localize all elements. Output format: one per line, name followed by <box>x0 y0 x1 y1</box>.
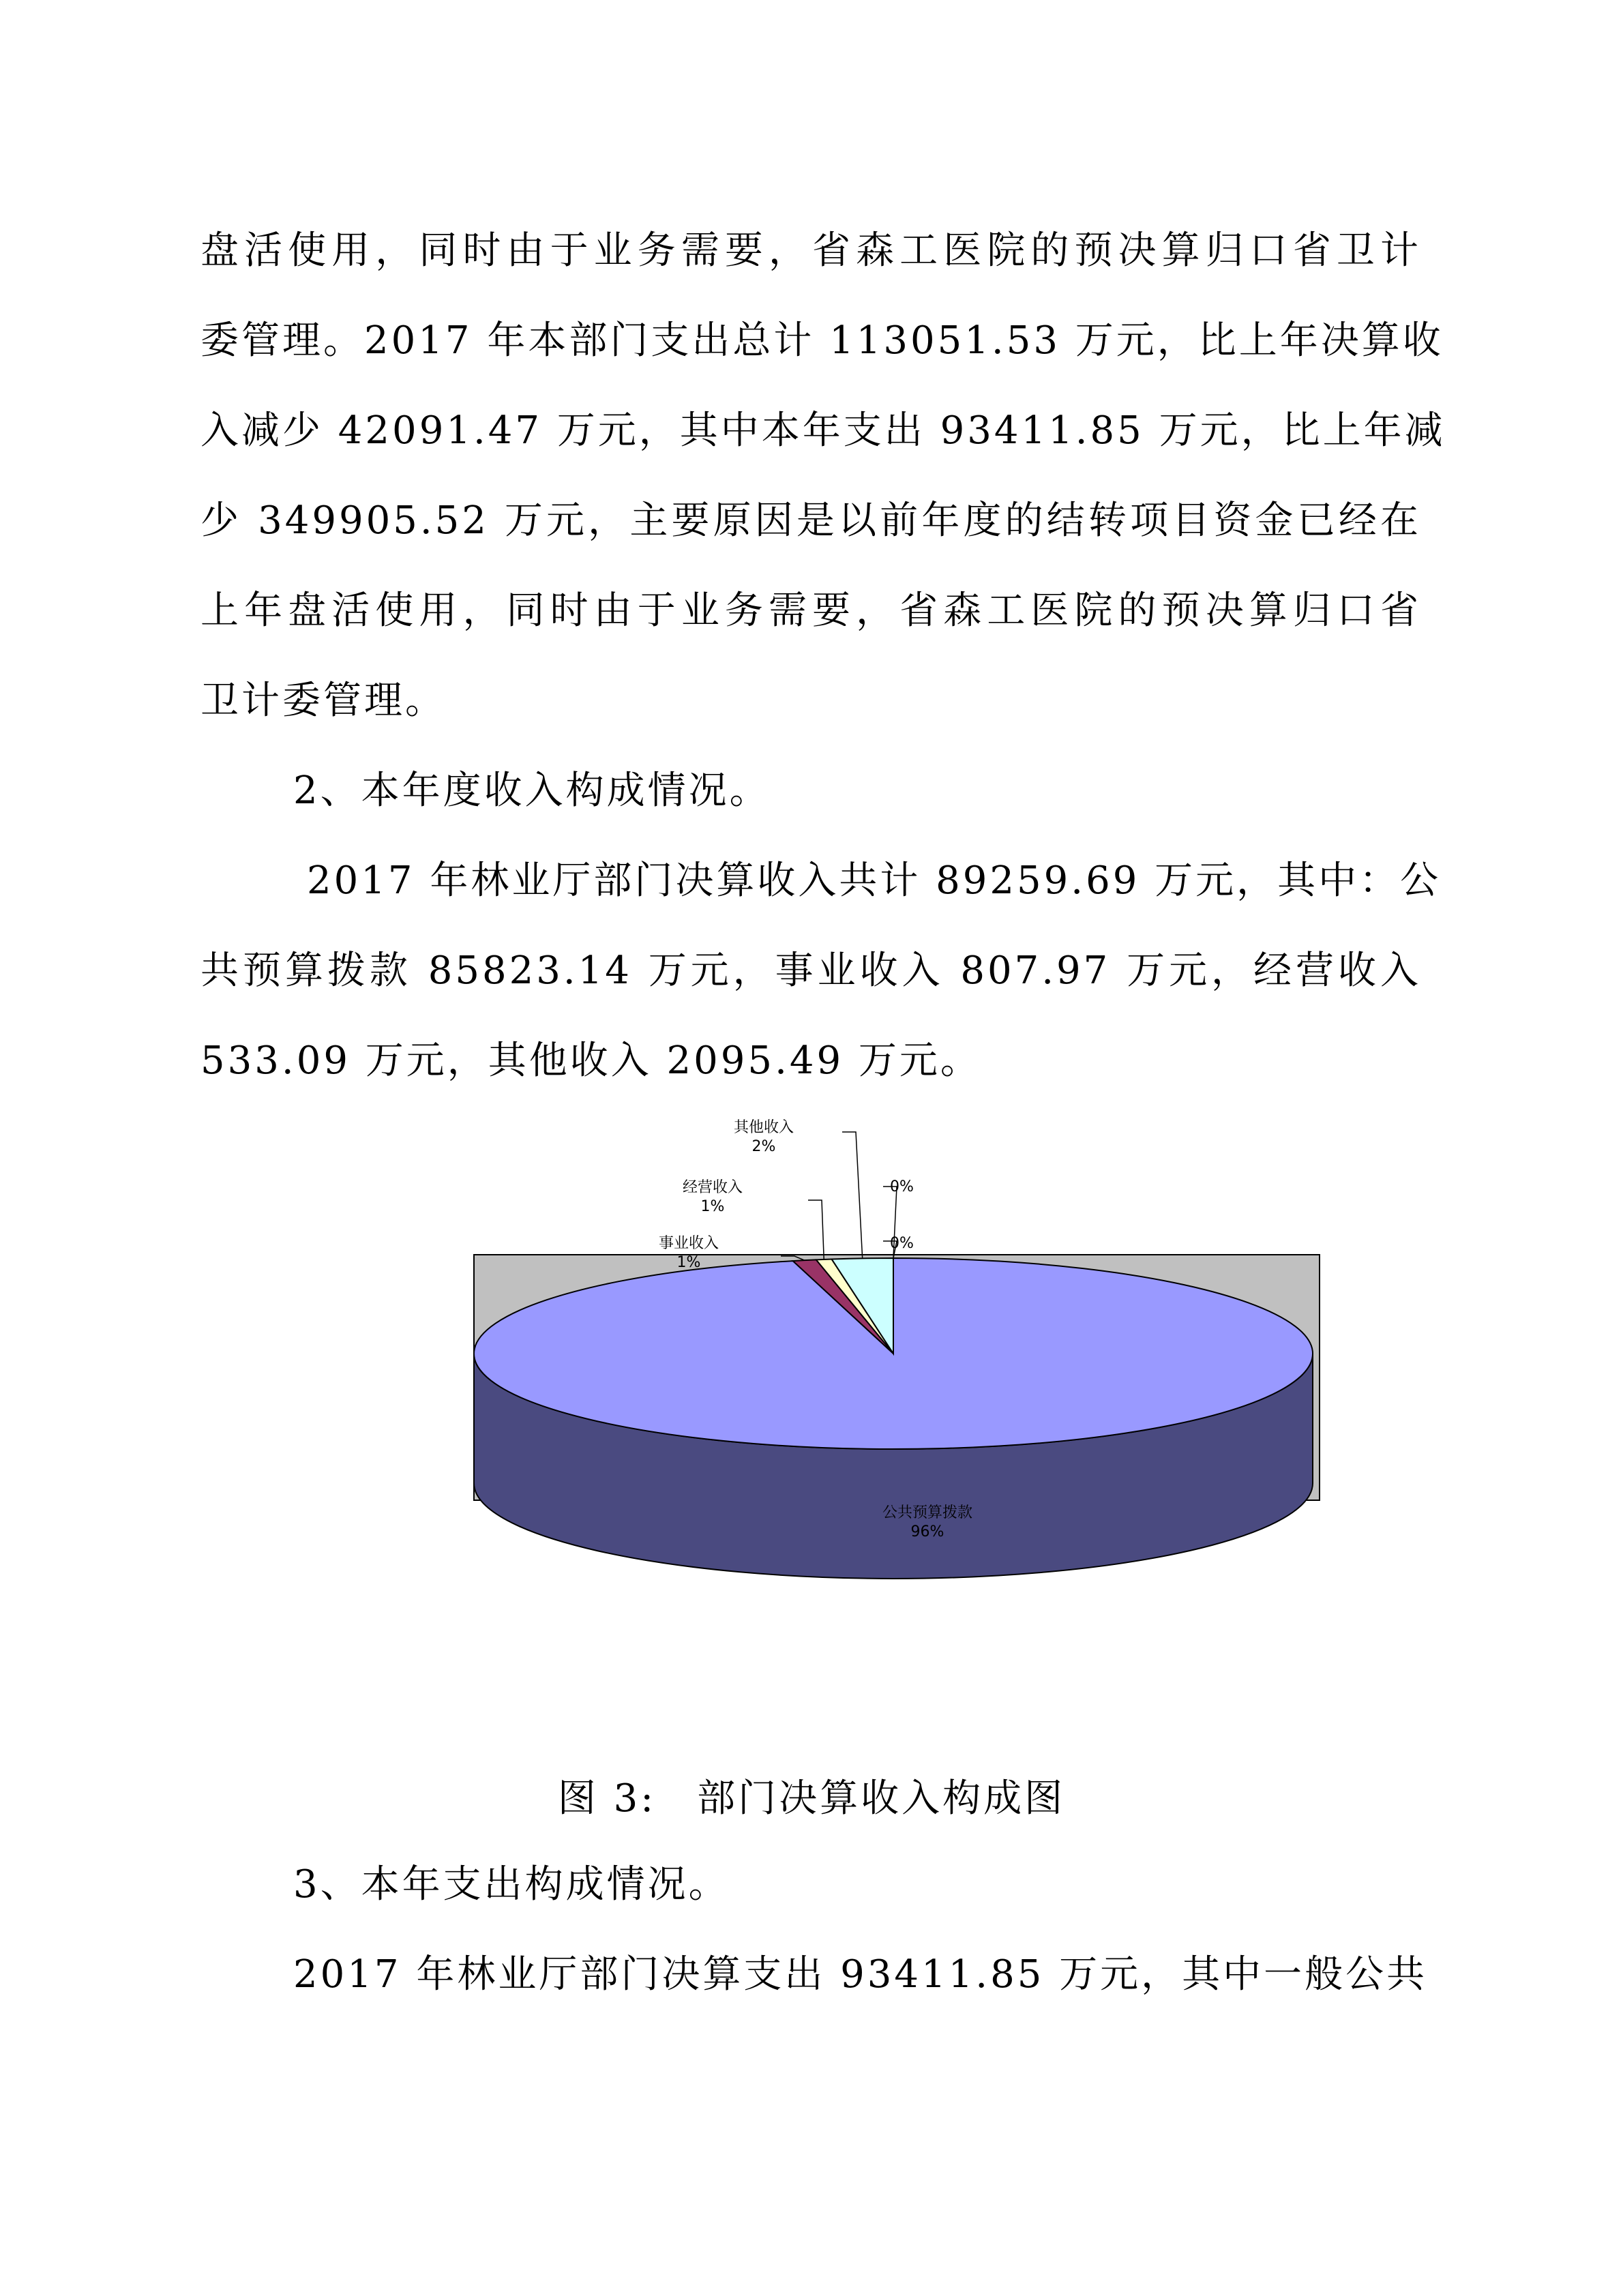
percent-label-1: 1% <box>676 1254 701 1271</box>
figure-title: 部门决算收入构成图 <box>697 1776 1066 1821</box>
percent-label-3: 2% <box>751 1138 776 1155</box>
category-label-3: 其他收入 <box>733 1119 794 1136</box>
paragraph-line: 少 349905.52 万元，主要原因是以前年度的结转项目资金已经在 <box>200 498 1421 543</box>
paragraph-line: 2017 年林业厅部门决算支出 93411.85 万元，其中一般公共 <box>293 1952 1428 1997</box>
figure-number: 图 3: <box>557 1776 657 1821</box>
percent-label-2: 1% <box>700 1198 725 1215</box>
paragraph-line: 533.09 万元，其他收入 2095.49 万元。 <box>200 1039 981 1083</box>
pie-chart-svg <box>436 1105 1350 1582</box>
pie-top-group <box>474 1258 1313 1449</box>
category-label-2: 经营收入 <box>682 1179 743 1196</box>
pie-leader-lines <box>781 1132 897 1260</box>
category-label-0: 公共预算拨款 <box>882 1504 973 1521</box>
paragraph-line: 卫计委管理。 <box>200 679 446 723</box>
paragraph-line: 入减少 42091.47 万元，其中本年支出 93411.85 万元，比上年减 <box>200 408 1446 453</box>
leader-line-2 <box>808 1200 824 1259</box>
percent-label-5: 0% <box>890 1235 914 1252</box>
income-pie-chart <box>436 1105 1350 1582</box>
percent-label-0: 96% <box>910 1523 944 1540</box>
category-label-1: 事业收入 <box>658 1235 719 1252</box>
paragraph-line: 2017 年林业厅部门决算收入共计 89259.69 万元，其中：公 <box>307 859 1442 903</box>
section-heading: 2、本年度收入构成情况。 <box>293 769 771 813</box>
paragraph-line: 共预算拨款 85823.14 万元，事业收入 807.97 万元，经营收入 <box>200 949 1421 993</box>
leader-line-3 <box>842 1132 863 1258</box>
paragraph-line: 委管理。2017 年本部门支出总计 113051.53 万元，比上年决算收 <box>200 318 1444 363</box>
paragraph-line: 上年盘活使用，同时由于业务需要，省森工医院的预决算归口省 <box>200 588 1421 633</box>
section-heading: 3、本年支出构成情况。 <box>293 1862 730 1907</box>
percent-label-4: 0% <box>890 1178 914 1195</box>
figure-caption <box>0 1773 1623 1825</box>
paragraph-line: 盘活使用，同时由于业务需要，省森工医院的预决算归口省卫计 <box>200 228 1421 273</box>
